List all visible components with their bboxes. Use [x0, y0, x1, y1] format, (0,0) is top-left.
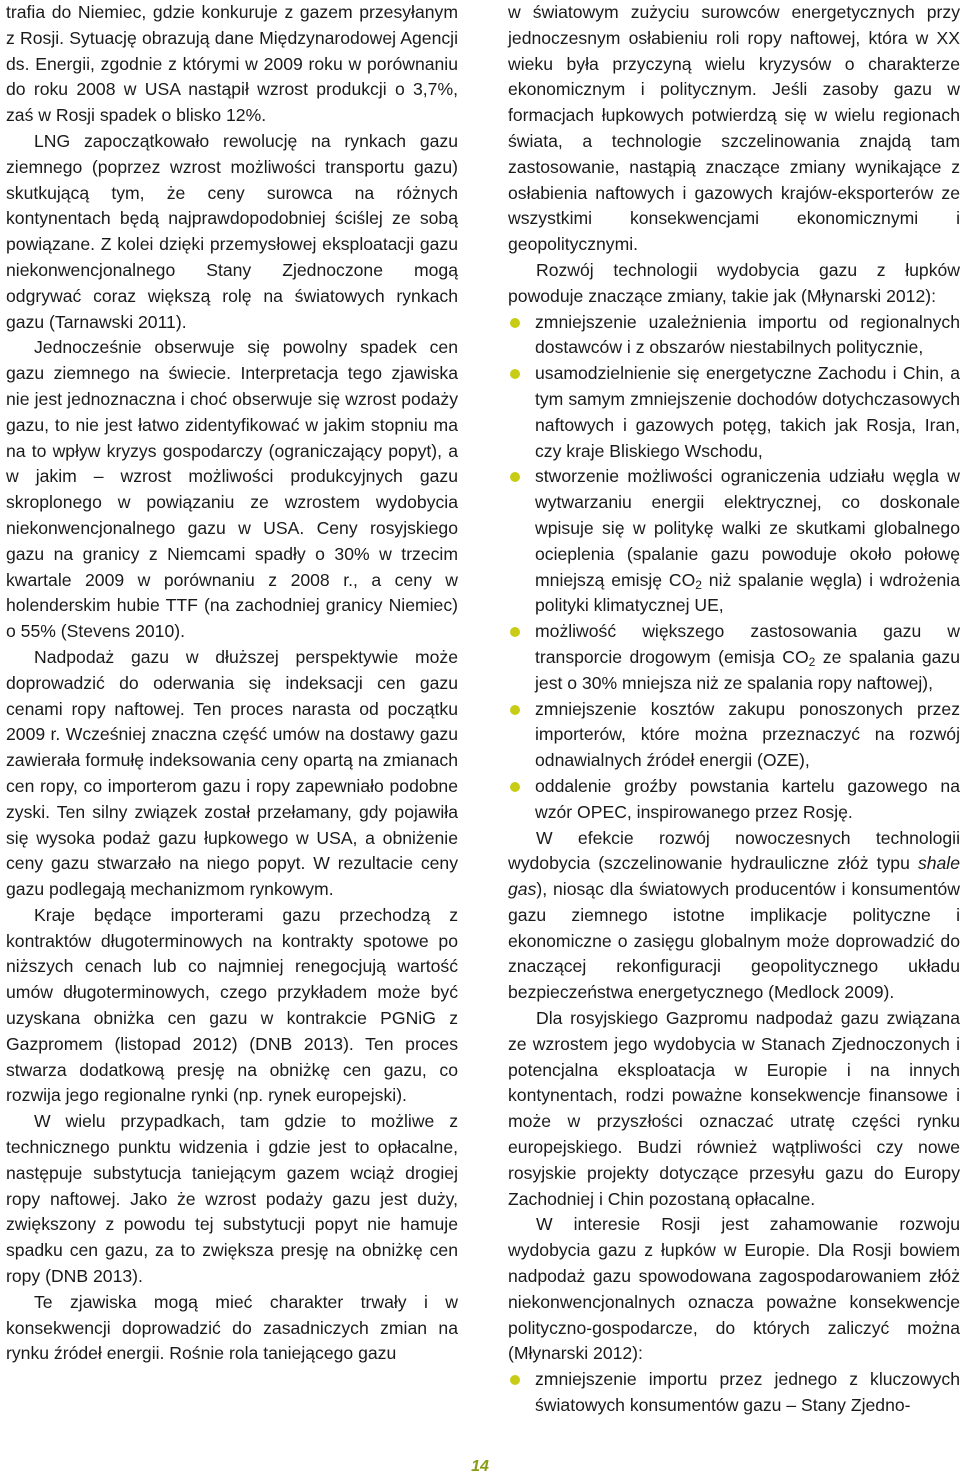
paragraph: LNG zapoczątkowało rewolucję na rynkach gazu ziemnego (poprzez wzrost możliwości transportu gazu) skutkującą tym, że ceny surowca na różnych kontynentach będą najprawdopodobniej ściślej ze sobą powiązane. Z kolei dzięki przemysłowej eksploatacji gazu niekonwencjonalnego Stany Zjednoczone mogą odgrywać coraz większą rolę na światowych rynkach gazu (Tarnawski 2011). [6, 130, 458, 332]
paragraph: W interesie Rosji jest zahamowanie rozwoju wydobycia gazu z łupków w Europie. Dla Rosji bowiem nadpodaż gazu spowodowana zagospodarowaniem złóż niekonwencjonalnych oznacza poważne konsekwencje polityczno-gospodarcze, do których zaliczyć można (Młynarski 2012): [508, 1214, 960, 1364]
paragraph: W efekcie rozwój nowoczesnych technologii wydobycia (szczelinowanie hydrauliczne złóż typu shale gas), niosąc dla światowych producentów i konsumentów gazu ziemnego istotne implikacje polityczne i ekonomiczne o zasięgu globalnym może doprowadzić do znaczącej rekonfiguracji geopolitycznego układu bezpieczeństwa energetycznego (Medlock 2009). [508, 827, 960, 1003]
paragraph: Rozwój technologii wydobycia gazu z łupków powoduje znaczące zmiany, takie jak (Młynarski 2012): [508, 259, 960, 306]
bullet-list [508, 1367, 960, 1419]
bullet-icon [510, 627, 520, 637]
list-item: zmniejszenie importu przez jednego z kluczowych światowych konsumentów gazu – Stany Zjedno- [508, 1367, 960, 1419]
bullet-icon [510, 369, 520, 379]
list-item: stworzenie możliwości ograniczenia udziału węgla w wytwarzaniu energii elektrycznej, co doskonale wpisuje się w politykę walki ze skutkami globalnego ocieplenia (spalanie gazu powoduje około połowę mniejszą emisję $CO_2$ niż spalanie węgla) i wdrożenia polityki klimatycznej UE, [508, 464, 960, 619]
bullet-icon [510, 472, 520, 482]
paragraph: Te zjawiska mogą mieć charakter trwały i w konsekwencji doprowadzić do zasadniczych zmian na rynku źródeł energii. Rośnie rola taniejącego gazu [6, 1291, 458, 1364]
paragraph: W wielu przypadkach, tam gdzie to możliwe z technicznego punktu widzenia i gdzie jest to opłacalne, następuje substytucja taniejącym gazem wciąż drogiej ropy naftowej. Jako że wzrost podaży gazu jest duży, zwiększony z powodu tej substytucji popyt nie hamuje spadku cen gazu, za to zwiększa presję na obniżkę cen ropy (DNB 2013). [6, 1111, 458, 1287]
list-item: zmniejszenie uzależnienia importu od regionalnych dostawców i z obszarów niestabilnych politycznie, [508, 310, 960, 362]
paragraph: trafia do Niemiec, gdzie konkuruje z gazem przesyłanym z Rosji. Sytuację obrazują dane Międzynarodowej Agencji ds. Energii, zgodnie z którymi w 2009 roku w porównaniu do roku 2008 w USA nastąpił wzrost produkcji o 3,7%, zaś w Rosji spadek o blisko 12%. [6, 2, 458, 126]
page-number: 14 [471, 1458, 489, 1475]
paragraph: Kraje będące importerami gazu przechodzą z kontraktów długoterminowych na kontrakty spotowe po niższych cenach lub co najmniej renegocjują wartość umów długoterminowych, czego przykładem może być uzyskana obniżka cen gazu w kontrakcie PGNiG z Gazpromem (listopad 2012) (DNB 2013). Ten proces stwarza dodatkową presję na obniżkę cen gazu, co rozwija jego regionalne rynki (np. rynek europejski). [6, 904, 458, 1106]
right-column [508, 0, 960, 1419]
bullet-icon [510, 782, 520, 792]
bullet-icon [510, 318, 520, 328]
bullet-icon [510, 705, 520, 715]
list-item: zmniejszenie kosztów zakupu ponoszonych przez importerów, które można przeznaczyć na rozwój odnawialnych źródeł energii (OZE), [508, 697, 960, 774]
paragraph: Dla rosyjskiego Gazpromu nadpodaż gazu związana ze wzrostem jego wydobycia w Stanach Zjednoczonych i potencjalna eksploatacja w Europie i na innych kontynentach, rodzi poważne konsekwencje finansowe i może w przyszłości oznaczać utratę części rynku europejskiego. Budzi również wątpliwości czy nowe rosyjskie projekty dotyczące przesyłu gazu do Europy Zachodniej i Chin pozostaną opłacalne. [508, 1008, 960, 1209]
list-item: oddalenie groźby powstania kartelu gazowego na wzór OPEC, inspirowanego przez Rosję. [508, 774, 960, 826]
bullet-icon [510, 1375, 520, 1385]
bullet-list [508, 310, 960, 826]
left-column [6, 0, 458, 1367]
paragraph: w światowym zużyciu surowców energetycznych przy jednoczesnym osłabieniu roli ropy naftowej, która w XX wieku była przyczyną wielu kryzysów o charakterze ekonomicznym i politycznym. Jeśli zasoby gazu w formacjach łupkowych potwierdzą się w wielu regionach świata, a technologie szczelinowania znajdą tam zastosowanie, nastąpią znaczące zmiany wynikające z osłabienia naftowych i gazowych krajów-eksporterów ze wszystkimi konsekwencjami ekonomicznymi i geopolitycznymi. [508, 2, 960, 255]
list-item: możliwość większego zastosowania gazu w transporcie drogowym (emisja $CO_2$ ze spalania gazu jest o 30% mniejsza niż ze spalania ropy naftowej), [508, 619, 960, 696]
paragraph: Nadpodaż gazu w dłuższej perspektywie może doprowadzić do oderwania się indeksacji cen gazu cenami ropy naftowej. Ten proces narasta od początku 2009 r. Wcześniej znaczna część umów na dostawy gazu zawierała formułę indeksowania ceny opartą na zmianach cen ropy, co importerom gazu i ropy zapewniało podobne zyski. Ten silny związek został przełamany, gdy pojawiła się wysoka podaż gazu łupkowego w USA, a obniżenie ceny gazu stwarzało na niego popyt. W rezultacie ceny gazu podlegają mechanizmom rynkowym. [6, 646, 458, 900]
list-item: usamodzielnienie się energetyczne Zachodu i Chin, a tym samym zmniejszenie dochodów dotychczasowych naftowych i gazowych potęg, takich jak Rosja, Iran, czy kraje Bliskiego Wschodu, [508, 361, 960, 464]
paragraph: Jednocześnie obserwuje się powolny spadek cen gazu ziemnego na świecie. Interpretacja tego zjawiska nie jest jednoznaczna i choć obserwuje się wzrost podaży gazu, to nie jest łatwo zidentyfikować w jakim stopniu ma na to wpływ kryzys gospodarczy (ograniczający popyt), a w jakim – wzrost możliwości produkcyjnych gazu skroplonego w powiązaniu ze wzrostem wydobycia niekonwencjonalnego gazu w USA. Ceny rosyjskiego gazu na granicy z Niemcami spadły o 30% w trzecim kwartale 2009 w porównaniu z 2008 r., a ceny w holenderskim hubie TTF (na zachodniej granicy Niemiec) o 55% (Stevens 2010). [6, 337, 458, 642]
